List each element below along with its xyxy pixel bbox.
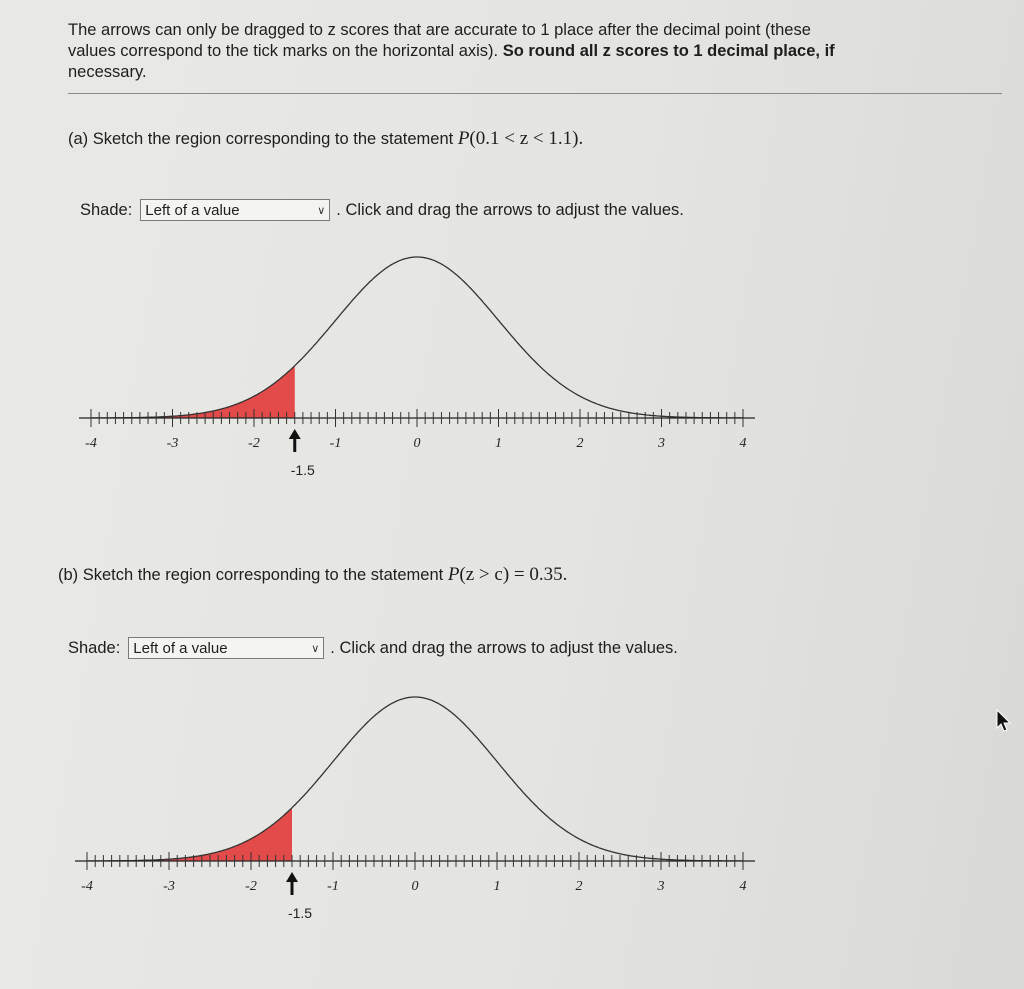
tick-label: 1 xyxy=(493,879,501,894)
part-b-shade-label: Shade: xyxy=(68,638,121,657)
instructions-line-2: values correspond to the tick marks on the horizontal axis). So round all z scores to 1 decimal place, if xyxy=(68,42,835,60)
instructions-line-1: The arrows can only be dragged to z scores that are accurate to 1 place after the decimal point (these xyxy=(68,21,811,39)
tick-label: -1 xyxy=(327,879,339,894)
tick-label: 3 xyxy=(657,879,665,894)
mouse-cursor-icon xyxy=(996,709,1012,733)
tick-label: 4 xyxy=(739,436,747,451)
arrow-value-label: -1.5 xyxy=(287,905,313,921)
tick-label: 0 xyxy=(413,436,421,451)
density-curve xyxy=(87,697,743,861)
chevron-down-icon: ∨ xyxy=(311,642,320,655)
chevron-down-icon: ∨ xyxy=(317,204,326,217)
tick-label: 2 xyxy=(576,436,584,451)
rounding-note: So round all z scores to 1 decimal place, if xyxy=(502,42,835,60)
tick-label: 0 xyxy=(411,879,419,894)
tick-label: 4 xyxy=(739,879,747,894)
tick-label: -4 xyxy=(85,436,97,451)
shaded-region xyxy=(87,808,292,861)
tick-label: -1 xyxy=(329,436,342,451)
instructions-line-3: necessary. xyxy=(68,63,147,81)
part-a-shade-label: Shade: xyxy=(80,200,133,219)
tick-label: -3 xyxy=(166,436,179,451)
arrow-value-label: -1.5 xyxy=(290,462,315,478)
part-a-hint: . Click and drag the arrows to adjust the values. xyxy=(336,200,684,219)
tick-label: 1 xyxy=(495,436,502,451)
part-b-prompt: (b) Sketch the region corresponding to the statement P(z > c) = 0.35. xyxy=(58,564,568,585)
arrow-up-icon xyxy=(286,872,298,882)
part-b-select-value: Left of a value xyxy=(133,639,228,657)
part-a-prompt: (a) Sketch the region corresponding to the statement P(0.1 < z < 1.1). xyxy=(68,128,584,149)
part-a-math: P(0.1 < z < 1.1). xyxy=(457,128,584,149)
part-b-hint: . Click and drag the arrows to adjust the values. xyxy=(330,638,678,657)
tick-label: 3 xyxy=(658,436,665,451)
part-b-math: P(z > c) = 0.35. xyxy=(447,564,568,585)
drag-arrow[interactable] xyxy=(286,872,298,895)
tick-label: -2 xyxy=(248,436,260,451)
tick-label: -3 xyxy=(163,879,175,894)
tick-label: -2 xyxy=(245,879,257,894)
part-a-select-value: Left of a value xyxy=(145,201,240,219)
tick-label: 2 xyxy=(575,879,583,894)
tick-label: -4 xyxy=(81,879,93,894)
